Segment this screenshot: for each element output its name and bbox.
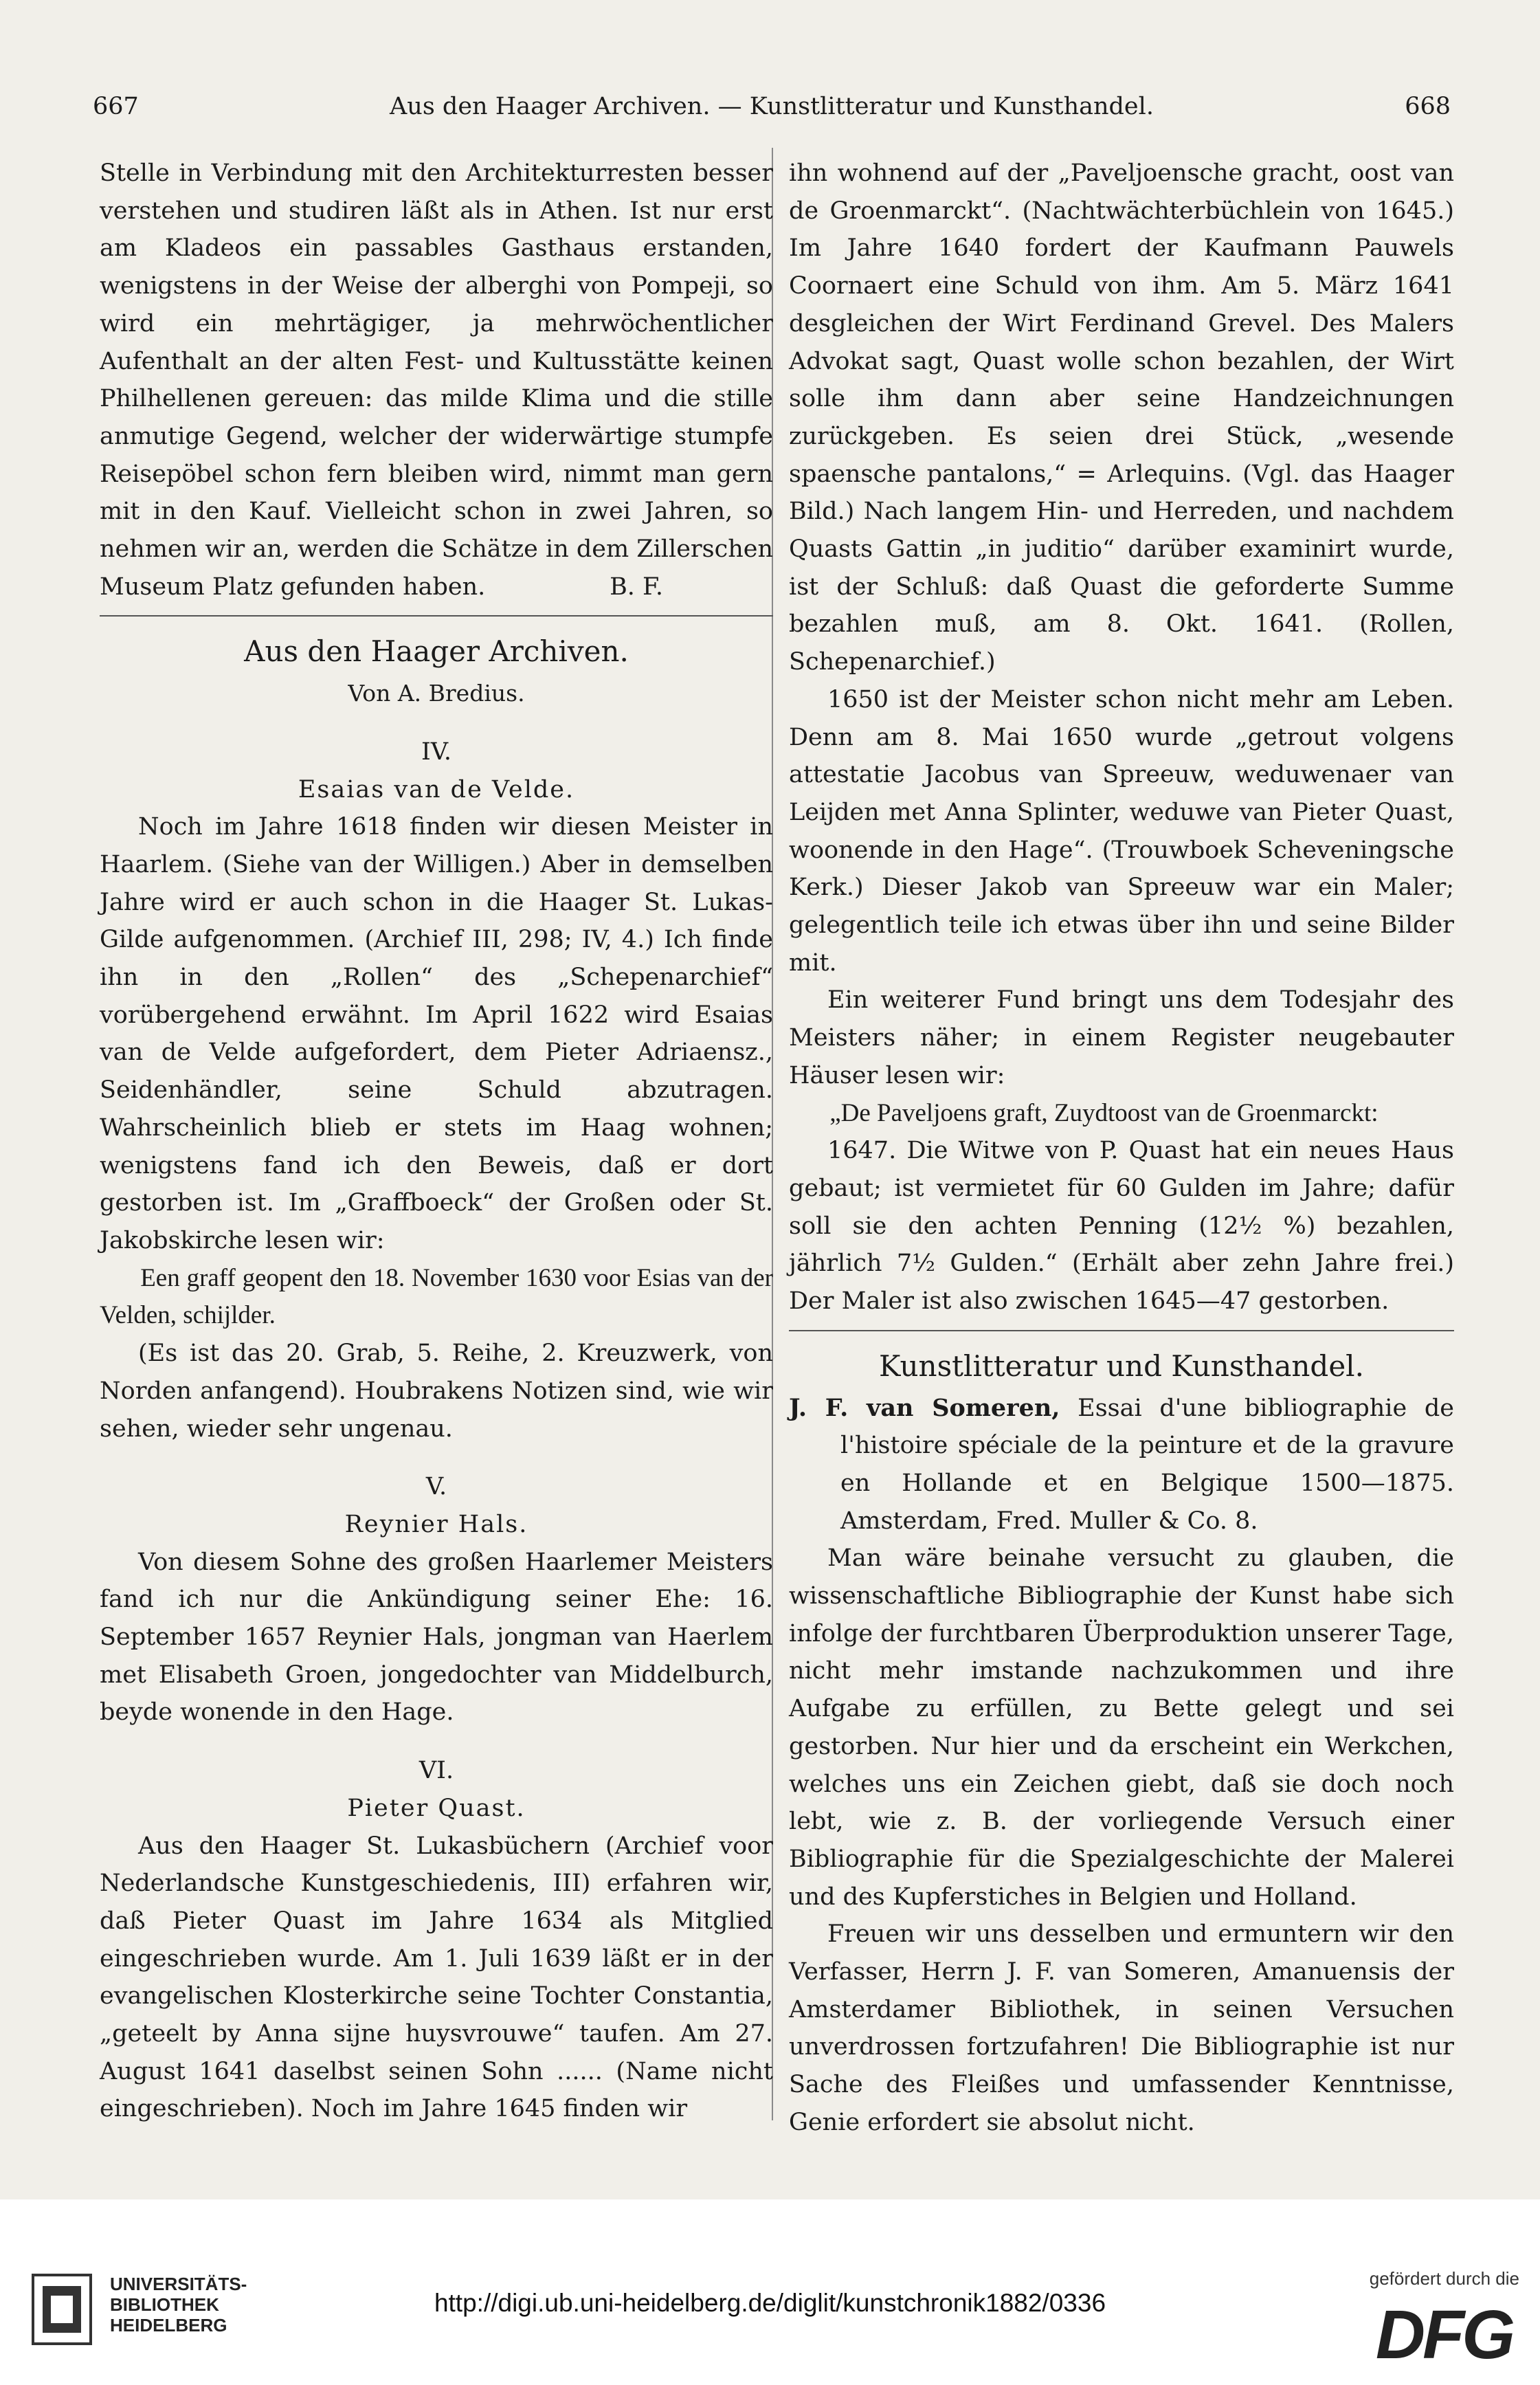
section-number-iv: IV.	[421, 737, 452, 766]
section-title-kunstlitteratur: Kunstlitteratur und Kunsthandel.	[879, 1349, 1364, 1383]
section-number-vi: VI.	[419, 1757, 454, 1785]
section-rule	[100, 615, 773, 617]
quast-paragraph-continued: ihn wohnend auf der „Paveljoensche gracht, oost van de Groenmarckt“. (Nachtwächterbüchlein von 1645.) Im Jahre 1640 fordert der Kaufmann Pauwels Coornaert eine Schuld von ihm. Am 5. März 1641 desgleichen der Wirt Ferdinand Grevel. Des Malers Advokat sagt, Quast wolle schon bezahlen, der Wirt solle ihm dann aber seine Handzeichnungen zurückgeben. Es seien drei Stück, „wesende spaensche pantalons,“ = Arlequins. (Vgl. das Haager Bild.) Nach langem Hin- und Herreden, und nachdem Quasts Gattin „in juditio“ darüber examinirt wurde, ist der Schluß: daß Quast die geforderte Summe bezahlen muß, am 8. Okt. 1641. (Rollen, Schepenarchief.)	[789, 159, 1454, 676]
section-number-v: V.	[425, 1473, 447, 1501]
esaias-paragraph-2: (Es ist das 20. Grab, 5. Reihe, 2. Kreuzwerk, von Norden anfangend). Houbrakens Notizen sind, wie wir sehen, wieder sehr ungenau.	[100, 1340, 773, 1443]
running-title: Aus den Haager Archiven. — Kunstlitteratur und Kunsthandel.	[390, 93, 1154, 120]
section-title-reynier: Reynier Hals.	[344, 1510, 528, 1538]
register-entry: 1647. Die Witwe von P. Quast hat ein neues Haus gebaut; ist vermietet für 60 Gulden im Jahre; dafür soll sie den achten Penning (12½ %) bezahlen, jährlich 7½ Gulden.“ (Erhält aber zehn Jahre frei.) Der Maler ist also zwischen 1645—47 gestorben.	[789, 1137, 1454, 1316]
quast-paragraph: Aus den Haager St. Lukasbüchern (Archief voor Nederlandsche Kunstgeschiedenis, III) erfahren wir, daß Pieter Quast im Jahre 1634 als Mitglied eingeschrieben wurde. Am 1. Juli 1639 läßt er in der evangelischen Klosterkirche seine Tochter Constantia, „geteelt by Anna sijne huysvrouwe“ taufen. Am 27. August 1641 daselbst seinen Sohn ...... (Name nicht eingeschrieben). Noch im Jahre 1645 finden wir	[100, 1832, 773, 2123]
article-title: Aus den Haager Archiven.	[244, 634, 629, 669]
reynier-paragraph: Von diesem Sohne des großen Haarlemer Meisters fand ich nur die Ankündigung seiner Ehe: 16. September 1657 Reynier Hals, jongman van Haerlem met Elisabeth Groen, jongedochter van Middelburch, beyde wonende in den Hage.	[100, 1548, 773, 1727]
esaias-quote: Een graff geopent den 18. November 1630 voor Esias van der Velden, schijlder.	[100, 1263, 773, 1330]
left-column	[100, 155, 773, 2128]
book-details: Essai d'une bibliographie de l'histoire spéciale de la peinture et de la gravure en Hollande et en Belgique 1500—1875. Amsterdam, Fred. Muller & Co. 8.	[840, 1394, 1454, 1535]
quast-death-paragraph: 1650 ist der Meister schon nicht mehr am Leben. Denn am 8. Mai 1650 wurde „getrout volgens attestatie Jacobus van Spreeuw, weduwenaer van Leijden met Anna Splinter, weduwe van Pieter Quast, woonende in den Hage“. (Trouwboek Scheveningsche Kerk.) Dieser Jakob van Spreeuw war ein Maler; gelegentlich teile ich etwas über ihn und seine Bilder mit.	[789, 685, 1454, 977]
book-author: J. F. van Someren,	[789, 1393, 1060, 1422]
signature: B. F.	[610, 573, 663, 601]
library-name: UNIVERSITÄTS- BIBLIOTHEK HEIDELBERG	[110, 2274, 247, 2336]
digitization-footer	[0, 2199, 1540, 2385]
section-rule-right	[789, 1330, 1454, 1331]
running-header	[93, 93, 1451, 134]
olympia-paragraph: Stelle in Verbindung mit den Architekturresten besser verstehen und studiren läßt als in Athen. Ist nur erst am Kladeos ein passables Gasthaus erstanden, wenigstens in der Weise der alberghi von Pompeji, so wird ein mehrtägiger, ja mehrwöchentlicher Aufenthalt an der alten Fest- und Kultusstätte keinen Philhellenen gereuen: das milde Klima und die stille anmutige Gegend, welcher der widerwärtige stumpfe Reisepöbel schon fern bleiben wird, nimmt man gern mit in den Kauf. Vielleicht schon in zwei Jahren, so nehmen wir an, werden die Schätze in dem Zillerschen Museum Platz gefunden haben.	[100, 159, 773, 601]
register-paragraph: Ein weiterer Fund bringt uns dem Todesjahr des Meisters näher; in einem Register neugebauter Häuser lesen wir:	[789, 986, 1454, 1089]
section-title-quast: Pieter Quast.	[347, 1794, 526, 1822]
article-byline: Von A. Bredius.	[348, 680, 525, 707]
review-paragraph-1: Man wäre beinahe versucht zu glauben, die wissenschaftliche Bibliographie der Kunst habe sich infolge der furchtbaren Überproduktion unserer Tage, nicht mehr imstande nachzukommen und ihre Aufgabe zu erfüllen, zu Bette gelegt und sei gestorben. Nur hier und da erscheint ein Werkchen, welches uns ein Zeichen giebt, daß sie doch noch lebt, wie z. B. der vorliegende Versuch einer Bibliographie für die Spezialgeschichte der Malerei und des Kupferstiches in Belgien und Holland.	[789, 1544, 1454, 1911]
review-paragraph-2: Freuen wir uns desselben und ermuntern wir den Verfasser, Herrn J. F. van Someren, Amanuensis der Amsterdamer Bibliothek, in seinen Versuchen unverdrossen fortzufahren! Die Bibliographie ist nur Sache des Fleißes und umfassender Kenntnisse, Genie erfordert sie absolut nicht.	[789, 1920, 1454, 2136]
dfg-logo: DFG	[1375, 2296, 1513, 2373]
source-url-link[interactable]: http://digi.ub.uni-heidelberg.de/diglit/kunstchronik1882/0336	[434, 2289, 1106, 2317]
book-reference	[789, 1390, 1454, 1540]
right-column	[789, 155, 1454, 2142]
funded-by-label: gefördert durch die	[1369, 2268, 1519, 2289]
section-title-esaias: Esaias van de Velde.	[298, 775, 575, 803]
esaias-paragraph: Noch im Jahre 1618 finden wir diesen Meister in Haarlem. (Siehe van der Willigen.) Aber in demselben Jahre wird er auch schon in die Haager St. Lukas-Gilde aufgenommen. (Archief III, 298; IV, 4.) Ich finde ihn in den „Rollen“ des „Schepenarchief“ vorübergehend erwähnt. Im April 1622 wird Esaias van de Velde aufgefordert, dem Pieter Adriaensz., Seidenhändler, seine Schuld abzutragen. Wahrscheinlich blieb er stets im Haag wohnen; wenigstens fand ich den Beweis, daß er dort gestorben ist. Im „Graffboeck“ der Großen oder St. Jakobskirche lesen wir:	[100, 813, 773, 1254]
page-number-left: 667	[93, 93, 139, 120]
page-number-right: 668	[1405, 93, 1451, 120]
register-quote: „De Paveljoens graft, Zuydtoost van de Groenmarckt:	[829, 1098, 1379, 1127]
